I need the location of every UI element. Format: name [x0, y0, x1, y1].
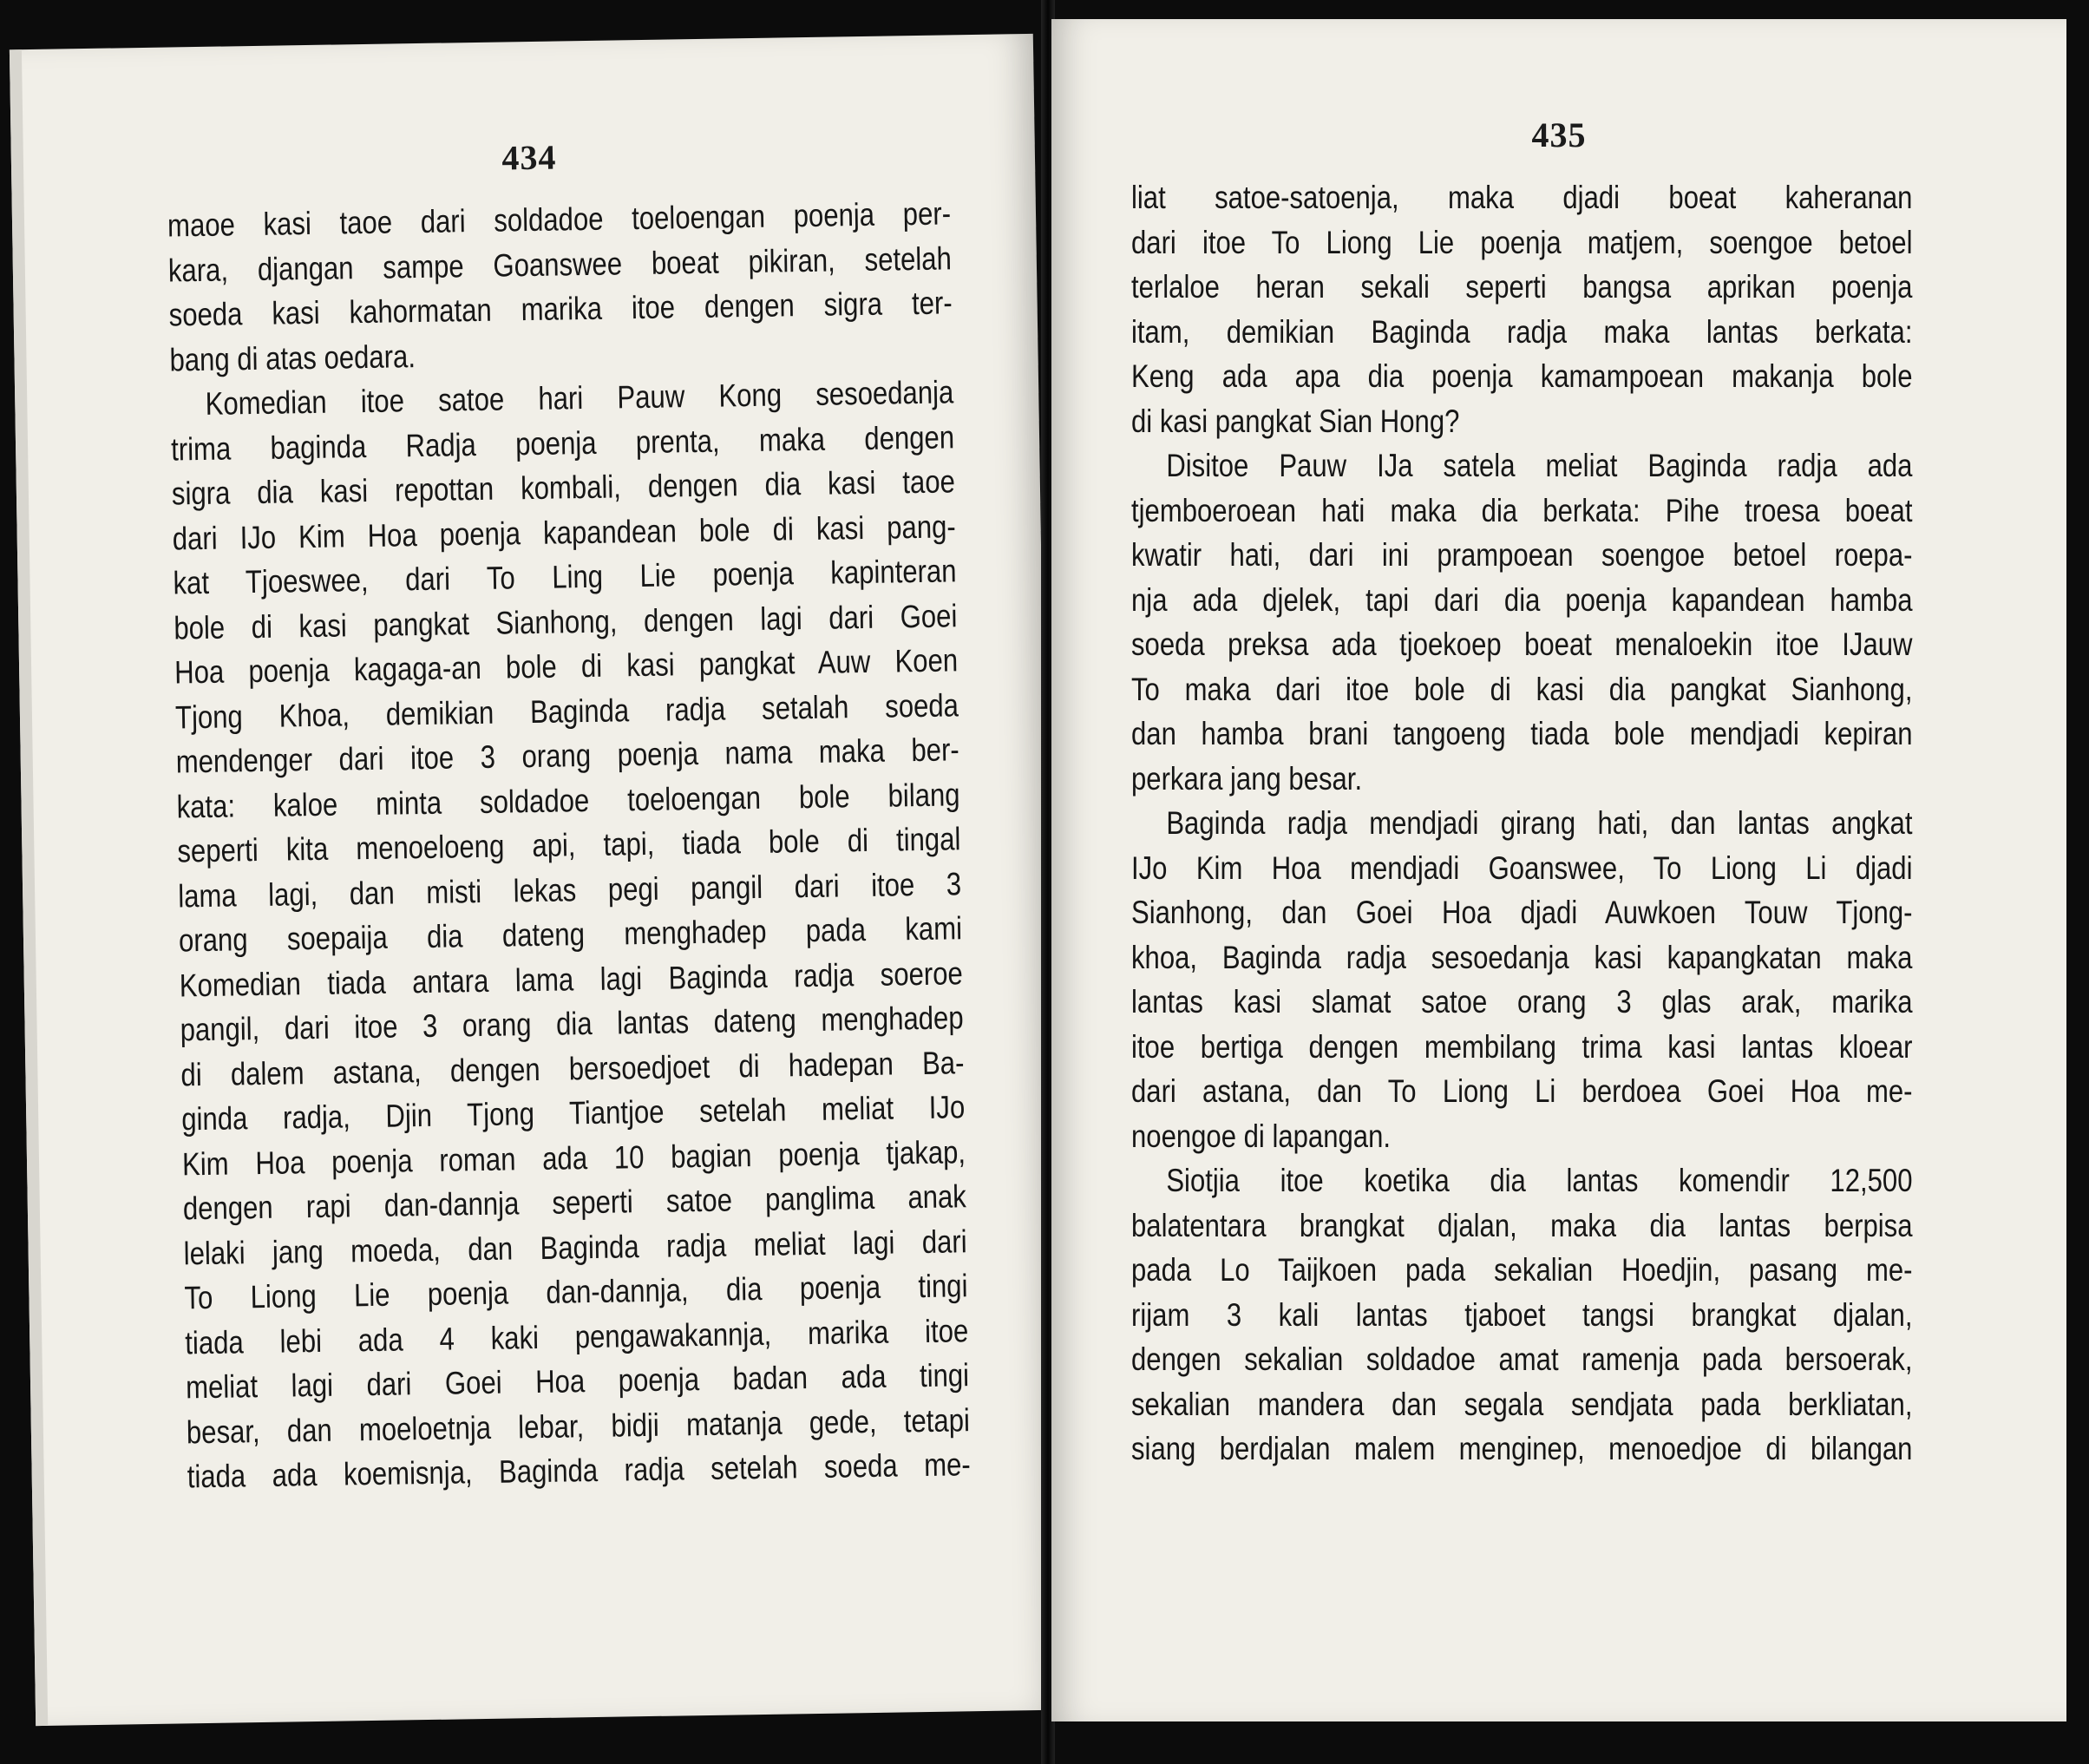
page-text — [1131, 175, 1912, 1472]
text-line: To Liong Lie poenja dan-dannja, dia poenja tingi — [184, 1268, 968, 1316]
text-line: tiada lebi ada 4 kaki pengawakannja, marika itoe — [185, 1312, 969, 1361]
text-line: Disitoe Pauw IJa satela meliat Baginda radja ada — [1166, 448, 1913, 483]
text-line: lelaki jang moeda, dan Baginda radja meliat lagi dari — [183, 1223, 967, 1271]
text-line: Komedian tiada antara lama lagi Baginda radja soeroe — [179, 954, 964, 1003]
text-line: rijam 3 kali lantas tjaboet tangsi brangkat djalan, — [1131, 1296, 1913, 1333]
text-line: dan hamba brani tangoeng tiada bole mendjadi kepiran — [1131, 716, 1913, 751]
text-line: itam, demikian Baginda radja maka lantas berkata: — [1131, 313, 1913, 350]
text-line: maoe kasi taoe dari soldadoe toeloengan poenja per- — [167, 195, 952, 244]
page-number: 434 — [501, 137, 557, 178]
text-line: soeda kasi kahormatan marika itoe dengen sigra ter- — [168, 285, 953, 333]
text-line: dengen rapi dan-dannja seperti satoe panglima anak — [182, 1178, 967, 1227]
text-line: sigra dia kasi repottan kombali, dengen dia kasi taoe — [171, 463, 956, 512]
text-line: IJo Kim Hoa mendjadi Goanswee, To Liong Li djadi — [1131, 849, 1913, 886]
text-line: mendenger dari itoe 3 orang poenja nama maka ber- — [175, 731, 960, 780]
text-line: perkara jang besar. — [1131, 760, 1363, 797]
text-line: pangil, dari itoe 3 orang dia lantas dateng menghadep — [180, 1000, 964, 1048]
text-line: trima baginda Radja poenja prenta, maka dengen — [170, 418, 955, 468]
text-line: itoe bertiga dengen membilang trima kasi lantas kloear — [1131, 1028, 1913, 1065]
text-line: Siotjia itoe koetika dia lantas komendir 12,500 — [1166, 1163, 1913, 1198]
text-line: tjemboeroean hati maka dia berkata: Pihe troesa boeat — [1131, 492, 1913, 528]
text-line: kata: kaloe minta soldadoe toeloengan bole bilang — [176, 776, 960, 824]
text-line: meliat lagi dari Goei Hoa poenja badan ada tingi — [185, 1357, 970, 1406]
text-line: lama lagi, dan misti lekas pegi pangil dari itoe 3 — [177, 865, 962, 914]
text-line: kara, djangan sampe Goanswee boeat pikiran, setelah — [167, 239, 953, 289]
text-line: kwatir hati, dari ini prampoean soengoe betoel roepa- — [1131, 537, 1913, 573]
text-line: nja ada djelek, tapi dari dia poenja kapandean hamba — [1131, 581, 1913, 618]
text-line: tiada ada koemisnja, Baginda radja setelah soeda me- — [187, 1446, 971, 1495]
text-line: kat Tjoeswee, dari To Ling Lie poenja kapinteran — [173, 553, 957, 601]
text-line: bole di kasi pangkat Sianhong, dengen lagi dari Goei — [174, 597, 958, 646]
right-page — [1051, 19, 2066, 1721]
text-line: Tjong Khoa, demikian Baginda radja setalah soeda — [174, 686, 959, 735]
text-line: Hoa poenja kagaga-an bole di kasi pangkat Auw Koen — [174, 642, 959, 691]
text-line: besar, dan moeloetnja lebar, bidji matanja gede, tetapi — [186, 1401, 971, 1450]
text-line: terlaloe heran sekali seperti bangsa aprikan poenja — [1131, 269, 1913, 305]
text-line: seperti kita menoeloeng api, tapi, tiada bole di tingal — [177, 821, 961, 869]
page-text — [167, 191, 971, 1498]
text-line: di kasi pangkat Sian Hong? — [1131, 403, 1460, 439]
text-line: To maka dari itoe bole di kasi dia pangkat Sianhong, — [1131, 671, 1913, 707]
text-line: bang di atas oedara. — [169, 338, 416, 378]
text-line: sekalian mandera dan segala sendjata pada berkliatan, — [1131, 1386, 1913, 1422]
text-line: pada Lo Taijkoen pada sekalian Hoedjin, pasang me- — [1131, 1252, 1913, 1288]
text-line: balatentara brangkat djalan, maka dia lantas berpisa — [1131, 1207, 1913, 1243]
text-line: Sianhong, dan Goei Hoa djadi Auwkoen Touw Tjong- — [1131, 895, 1913, 930]
left-page — [10, 34, 1059, 1726]
text-line: liat satoe-satoenja, maka djadi boeat kaheranan — [1131, 180, 1913, 215]
text-line: noengoe di lapangan. — [1131, 1118, 1392, 1154]
text-line: dari astana, dan To Liong Li berdoea Goei Hoa me- — [1131, 1073, 1913, 1109]
text-line: Keng ada apa dia poenja kamampoean makanja bole — [1131, 358, 1913, 394]
text-line: orang soepaija dia dateng menghadep pada kami — [178, 910, 963, 959]
text-line: Kim Hoa poenja roman ada 10 bagian poenja tjakap, — [181, 1133, 966, 1182]
page-number: 435 — [1531, 115, 1587, 154]
text-line: dari IJo Kim Hoa poenja kapandean bole di kasi pang- — [172, 508, 956, 557]
text-line: ginda radja, Djin Tjong Tiantjoe setelah meliat IJo — [180, 1089, 966, 1138]
text-line: soeda preksa ada tjoekoep boeat menaloekin itoe IJauw — [1131, 626, 1913, 662]
text-line: khoa, Baginda radja sesoedanja kasi kapangkatan maka — [1131, 939, 1913, 975]
text-line: di dalem astana, dengen bersoedjoet di hadepan Ba- — [180, 1044, 965, 1092]
text-line: Baginda radja mendjadi girang hati, dan lantas angkat — [1166, 805, 1913, 841]
text-line: Komedian itoe satoe hari Pauw Kong sesoedanja — [205, 374, 954, 422]
text-line: dengen sekalian soldadoe amat ramenja pada bersoerak, — [1131, 1341, 1913, 1377]
text-line: siang berdjalan malem menginep, menoedjoe di bilangan — [1131, 1431, 1913, 1466]
text-line: dari itoe To Liong Lie poenja matjem, soengoe betoel — [1131, 224, 1913, 260]
text-line: lantas kasi slamat satoe orang 3 glas arak, marika — [1131, 984, 1913, 1020]
